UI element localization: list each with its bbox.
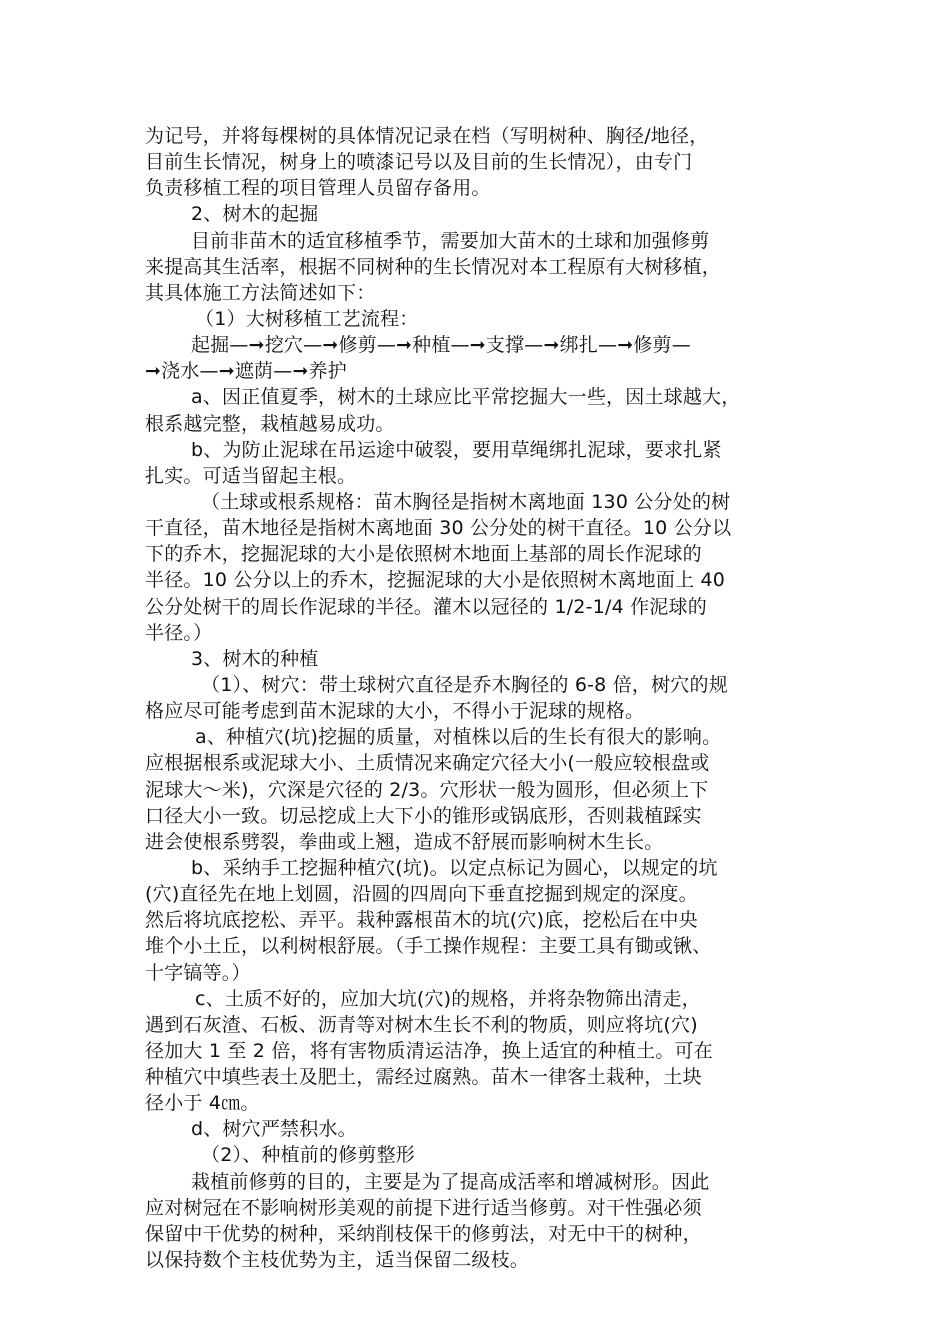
section-heading: 2、树木的起掘: [191, 203, 319, 226]
text-line: 种植穴中填些表土及肥土，需经过腐熟。苗木一律客土栽种，土块: [145, 1066, 702, 1089]
text-line: 公分处树干的周长作泥球的半径。灌木以冠径的 1/2-1/4 作泥球的: [145, 595, 707, 618]
text-line: 半径。）: [145, 621, 213, 644]
text-line: c、土质不好的，应加大坑(穴)的规格，并将杂物筛出清走，: [195, 987, 701, 1010]
subsection-heading: （2）、种植前的修剪整形: [201, 1144, 415, 1167]
text-line: （1）、树穴：带土球树穴直径是乔木胸径的 6-8 倍，树穴的规: [201, 673, 728, 696]
text-line: d、树穴严禁积水。: [191, 1118, 357, 1141]
text-line: 格应尽可能考虑到苗木泥球的大小，不得小于泥球的规格。: [145, 700, 645, 723]
text-line: 目前生长情况，树身上的喷漆记号以及目前的生长情况），由专门: [145, 151, 693, 174]
text-line: b、为防止泥球在吊运途中破裂，要用草绳绑扎泥球，要求扎紧: [191, 438, 722, 461]
process-flow-line: 起掘—➞挖穴—➞修剪—➞种植—➞支撑—➞绑扎—➞修剪—: [191, 334, 691, 357]
section-heading: 3、树木的种植: [191, 647, 319, 670]
process-flow-line: ➞浇水—➞遮荫—➞养护: [145, 360, 347, 383]
text-line: b、采纳手工挖掘种植穴(坑)。以定点标记为圆心，以规定的坑: [191, 856, 718, 879]
text-line: 负责移植工程的项目管理人员留存备用。: [145, 177, 491, 200]
text-line: 下的乔木，挖掘泥球的大小是依照树木地面上基部的周长作泥球的: [145, 543, 702, 566]
text-line: 根系越完整，栽植越易成功。: [145, 412, 395, 435]
text-line: 应根据根系或泥球大小、土质情况来确定穴径大小(一般应较根盘或: [145, 752, 710, 775]
text-line: 栽植前修剪的目的，主要是为了提高成活率和增减树形。因此: [191, 1170, 710, 1193]
text-line: a、因正值夏季，树木的土球应比平常挖掘大一些，因土球越大，: [191, 386, 741, 409]
text-line: 扎实。可适当留起主根。: [145, 464, 357, 487]
text-line: 其具体施工方法简述如下：: [145, 281, 376, 304]
text-line: 应对树冠在不影响树形美观的前提下进行适当修剪。对干性强必须: [145, 1196, 702, 1219]
text-line: 干直径，苗木地径是指树木离地面 30 公分处的树干直径。10 公分以: [145, 517, 732, 540]
text-line: （土球或根系规格：苗木胸径是指树木离地面 130 公分处的树: [201, 490, 731, 513]
text-line: 进会使根系劈裂，拳曲或上翘，造成不舒展而影响树木生长。: [145, 830, 664, 853]
document-body: [145, 123, 811, 1273]
text-line: 遇到石灰渣、石板、沥青等对树木生长不利的物质，则应将坑(穴): [145, 1013, 698, 1036]
text-line: 泥球大～米)，穴深是穴径的 2/3。穴形状一般为圆形，但必须上下: [145, 778, 709, 801]
subsection-heading: （1）大树移植工艺流程：: [195, 307, 419, 330]
text-line: 保留中干优势的树种，采纳削枝保干的修剪法，对无中干的树种，: [145, 1222, 702, 1245]
text-line: 然后将坑底挖松、弄平。栽种露根苗木的坑(穴)底，挖松后在中央: [145, 909, 698, 932]
text-line: 为记号，并将每棵树的具体情况记录在档（写明树种、胸径/地径，: [145, 125, 709, 147]
text-line: a、种植穴(坑)挖掘的质量，对植株以后的生长有很大的影响。: [195, 726, 722, 749]
text-line: 半径。10 公分以上的乔木，挖掘泥球的大小是依照树木离地面上 40: [145, 569, 726, 592]
text-line: (穴)直径先在地上划圆，沿圆的四周向下垂直挖掘到规定的深度。: [145, 883, 698, 906]
text-line: 十字镐等。）: [145, 961, 251, 984]
text-line: 径加大 1 至 2 倍，将有害物质清运洁净，换上适宜的种植土。可在: [145, 1039, 713, 1062]
text-line: 来提高其生活率，根据不同树种的生长情况对本工程原有大树移植，: [145, 255, 722, 278]
text-line: 口径大小一致。切忌挖成上大下小的锥形或锅底形，否则栽植踩实: [145, 804, 702, 827]
text-line: 以保持数个主枝优势为主，适当保留二级枝。: [145, 1249, 530, 1272]
text-line: 堆个小土丘，以利树根舒展。（手工操作规程：主要工具有锄或锹、: [145, 935, 712, 958]
text-line: 径小于 4㎝。: [145, 1092, 260, 1115]
text-line: 目前非苗木的适宜移植季节，需要加大苗木的土球和加强修剪: [191, 229, 710, 252]
